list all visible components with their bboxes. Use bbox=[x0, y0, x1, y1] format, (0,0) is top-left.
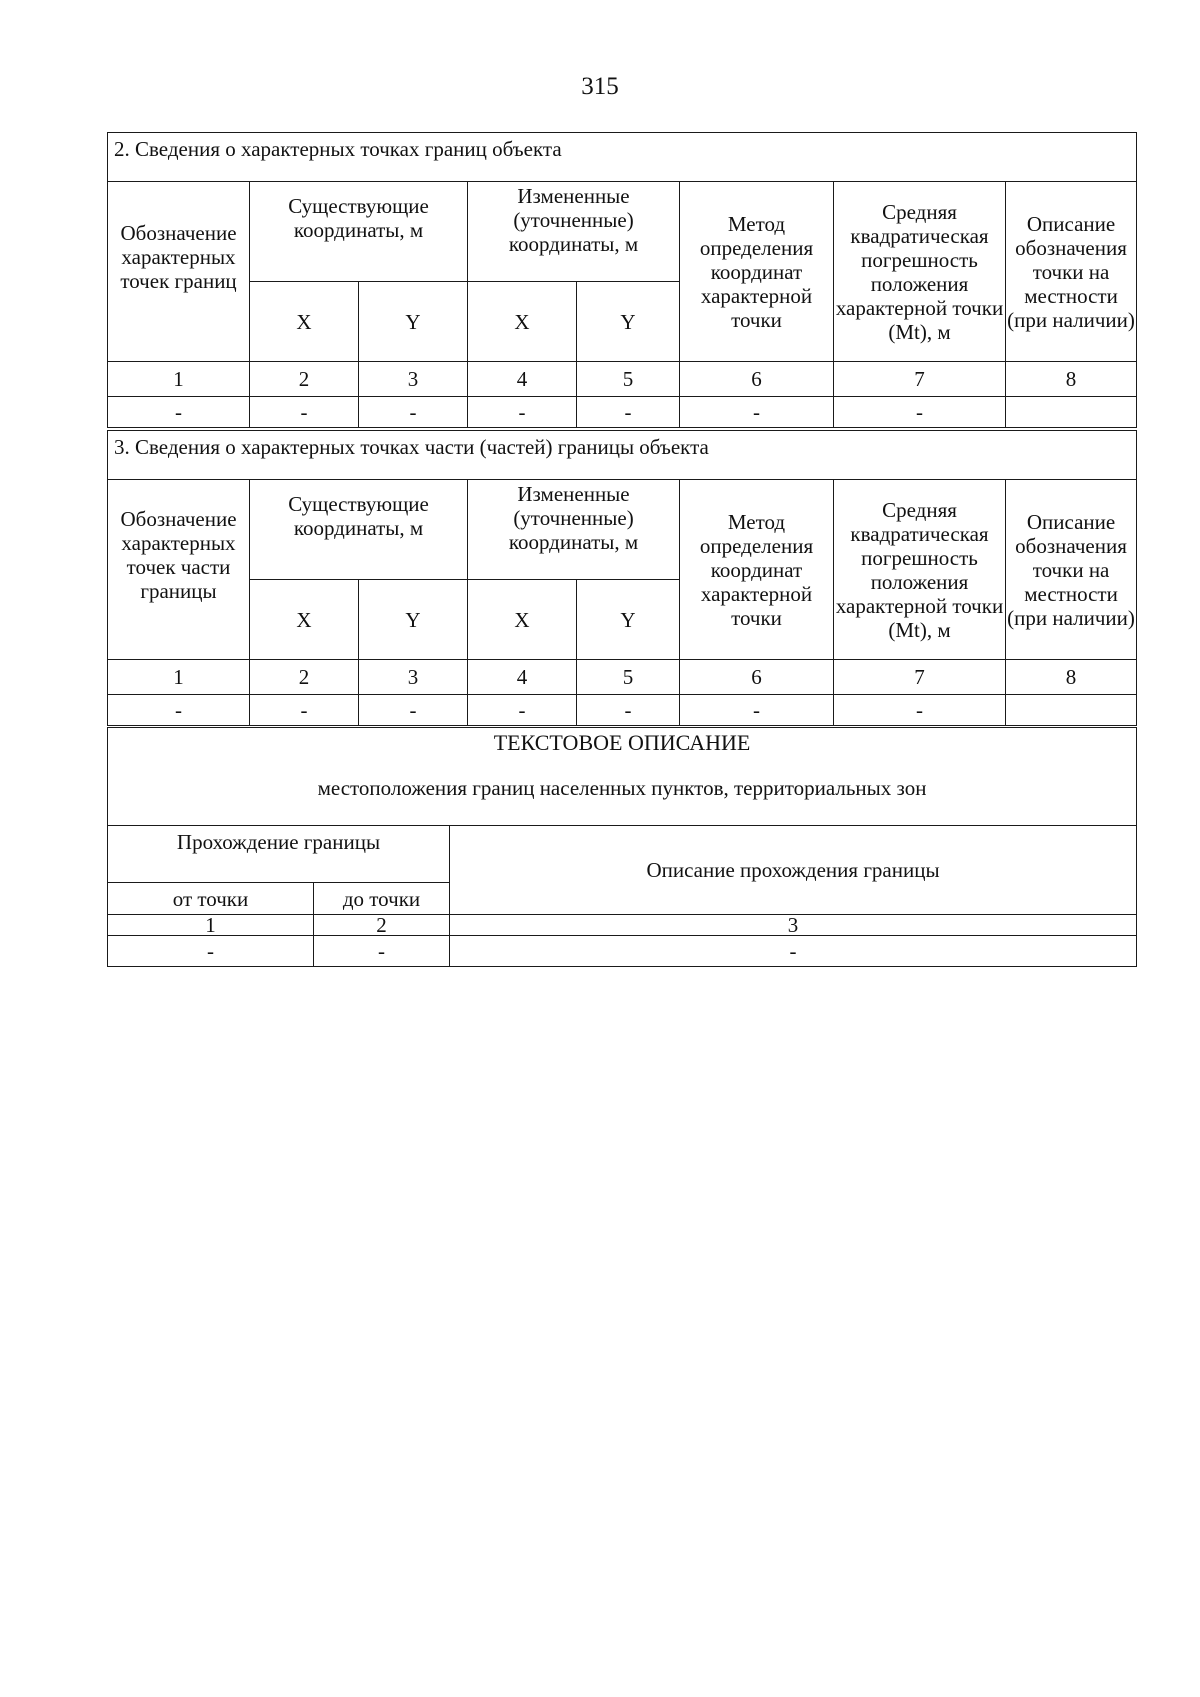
table-cell: - bbox=[359, 397, 468, 428]
boundary-passage-header: Прохождение границы bbox=[108, 826, 450, 883]
method-header: Метод определения координат характерной точки bbox=[680, 480, 834, 660]
boundary-part-points-table bbox=[107, 430, 1137, 726]
table-row bbox=[108, 695, 1137, 726]
designation-header: Обозначение характерных точек границ bbox=[108, 182, 250, 362]
table-row bbox=[108, 936, 1137, 967]
section-3-title: 3. Сведения о характерных точках части (частей) границы объекта bbox=[108, 431, 1137, 480]
error-header: Средняя квадратическая погрешность положения характерной точки (Mt), м bbox=[834, 182, 1006, 362]
table-cell: - bbox=[680, 695, 834, 726]
changed-coords-header: Измененные (уточненные) координаты, м bbox=[468, 480, 680, 580]
table-cell: - bbox=[468, 695, 577, 726]
table-cell: - bbox=[250, 695, 359, 726]
table-cell: - bbox=[468, 397, 577, 428]
point-description-header: Описание обозначения точки на местности (при наличии) bbox=[1006, 480, 1137, 660]
changed-y-header: Y bbox=[577, 580, 680, 660]
table-cell bbox=[1006, 695, 1137, 726]
text-description-table bbox=[107, 727, 1137, 967]
column-number: 4 bbox=[468, 362, 577, 397]
table-cell: - bbox=[108, 397, 250, 428]
table-cell: - bbox=[450, 936, 1137, 967]
column-number: 8 bbox=[1006, 362, 1137, 397]
column-number: 7 bbox=[834, 362, 1006, 397]
column-number: 1 bbox=[108, 362, 250, 397]
column-number: 7 bbox=[834, 660, 1006, 695]
table-cell bbox=[1006, 397, 1137, 428]
table-cell: - bbox=[108, 936, 314, 967]
changed-x-header: X bbox=[468, 580, 577, 660]
column-number: 4 bbox=[468, 660, 577, 695]
table-cell: - bbox=[577, 397, 680, 428]
existing-x-header: X bbox=[250, 580, 359, 660]
table-cell: - bbox=[314, 936, 450, 967]
column-number: 3 bbox=[359, 660, 468, 695]
column-number: 1 bbox=[108, 915, 314, 936]
column-number: 5 bbox=[577, 660, 680, 695]
boundary-points-table bbox=[107, 132, 1137, 428]
column-number: 8 bbox=[1006, 660, 1137, 695]
column-number: 5 bbox=[577, 362, 680, 397]
text-description-title: ТЕКСТОВОЕ ОПИСАНИЕ bbox=[493, 730, 751, 755]
text-description-heading bbox=[108, 728, 1137, 826]
column-number: 6 bbox=[680, 660, 834, 695]
column-number: 3 bbox=[450, 915, 1137, 936]
table-cell: - bbox=[577, 695, 680, 726]
existing-coords-header: Существующие координаты, м bbox=[250, 182, 468, 282]
method-header: Метод определения координат характерной точки bbox=[680, 182, 834, 362]
from-point-header: от точки bbox=[108, 883, 314, 915]
column-number: 2 bbox=[250, 660, 359, 695]
table-cell: - bbox=[359, 695, 468, 726]
designation-header: Обозначение характерных точек части границы bbox=[108, 480, 250, 660]
passage-description-header: Описание прохождения границы bbox=[450, 826, 1137, 915]
existing-coords-header: Существующие координаты, м bbox=[250, 480, 468, 580]
table-cell: - bbox=[680, 397, 834, 428]
column-number: 1 bbox=[108, 660, 250, 695]
table-cell: - bbox=[834, 397, 1006, 428]
column-number: 2 bbox=[250, 362, 359, 397]
existing-y-header: Y bbox=[359, 580, 468, 660]
column-number: 2 bbox=[314, 915, 450, 936]
section-2-title: 2. Сведения о характерных точках границ объекта bbox=[108, 133, 1137, 182]
error-header: Средняя квадратическая погрешность положения характерной точки (Mt), м bbox=[834, 480, 1006, 660]
to-point-header: до точки bbox=[314, 883, 450, 915]
changed-y-header: Y bbox=[577, 282, 680, 362]
text-description-subtitle: местоположения границ населенных пунктов, территориальных зон bbox=[317, 776, 927, 800]
changed-coords-header: Измененные (уточненные) координаты, м bbox=[468, 182, 680, 282]
point-description-header: Описание обозначения точки на местности (при наличии) bbox=[1006, 182, 1137, 362]
existing-y-header: Y bbox=[359, 282, 468, 362]
table-row bbox=[108, 397, 1137, 428]
existing-x-header: X bbox=[250, 282, 359, 362]
column-number: 6 bbox=[680, 362, 834, 397]
table-cell: - bbox=[108, 695, 250, 726]
changed-x-header: X bbox=[468, 282, 577, 362]
table-cell: - bbox=[834, 695, 1006, 726]
page-number: 315 bbox=[581, 73, 619, 100]
table-cell: - bbox=[250, 397, 359, 428]
column-number: 3 bbox=[359, 362, 468, 397]
